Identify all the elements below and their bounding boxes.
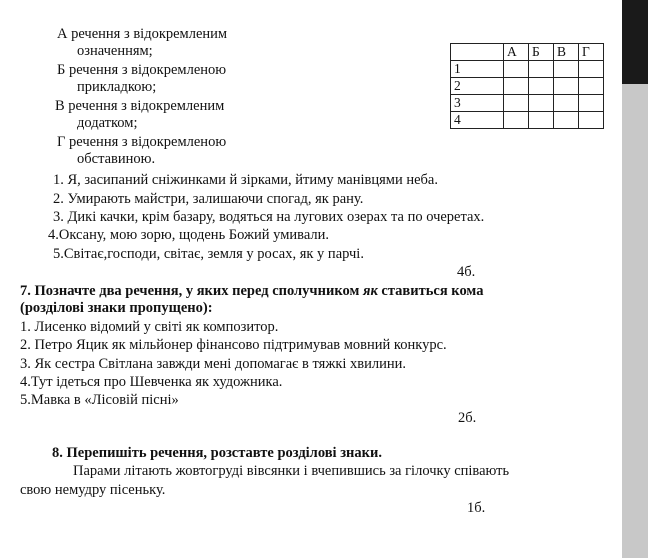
question-7-title <box>20 283 483 300</box>
sentence-item: 5.Світає,господи, світає, земля у росах, як у парчі. <box>53 246 364 262</box>
answer-cell[interactable] <box>579 61 604 78</box>
answer-table-row <box>451 61 604 78</box>
points-q8: 1б. <box>467 500 486 516</box>
answer-cell[interactable] <box>504 61 529 78</box>
question-8-sentence-line2: свою немудру пісеньку. <box>20 482 166 498</box>
question-7-item: 3. Як сестра Світлана завжди мені допомагає в тяжкі хвилини. <box>20 356 407 372</box>
answer-cell[interactable] <box>554 95 579 112</box>
answer-cell[interactable] <box>504 112 529 129</box>
answer-table-row <box>451 78 604 95</box>
answer-row-number: 2 <box>451 78 504 95</box>
answer-cell[interactable] <box>529 78 554 95</box>
question-7-item: 4.Тут ідеться про Шевченка як художника. <box>20 374 283 390</box>
option-d-line2: обставиною. <box>77 151 156 167</box>
option-a-line2: означенням; <box>77 43 153 59</box>
answer-row-number: 4 <box>451 112 504 129</box>
answer-table-row <box>451 112 604 129</box>
answer-table <box>450 43 604 129</box>
answer-table-header-cell: В <box>554 44 579 61</box>
question-7-item: 2. Петро Яцик як мільйонер фінансово підтримував мовний конкурс. <box>20 337 447 353</box>
option-c-line1: В речення з відокремленим <box>55 98 225 114</box>
answer-cell[interactable] <box>529 112 554 129</box>
question-8-title: 8. Перепишіть речення, розставте розділові знаки. <box>52 445 382 461</box>
question-7-title-part2: ставиться кома <box>377 283 484 299</box>
answer-table-header-cell: Г <box>579 44 604 61</box>
answer-cell[interactable] <box>579 78 604 95</box>
answer-row-number: 1 <box>451 61 504 78</box>
answer-table-corner <box>451 44 504 61</box>
points-q7: 2б. <box>458 410 477 426</box>
answer-cell[interactable] <box>529 95 554 112</box>
answer-table-header <box>451 44 604 61</box>
answer-cell[interactable] <box>554 78 579 95</box>
answer-cell[interactable] <box>579 112 604 129</box>
question-7-title-part1: 7. Позначте два речення, у яких перед сполучником <box>20 283 363 299</box>
option-d-line1: Г речення з відокремленою <box>57 134 227 150</box>
answer-cell[interactable] <box>554 112 579 129</box>
answer-row-number: 3 <box>451 95 504 112</box>
option-a-line1: А речення з відокремленим <box>57 26 228 42</box>
question-7-keyword: як <box>362 283 378 299</box>
answer-cell[interactable] <box>504 78 529 95</box>
scrollbar-thumb[interactable] <box>622 0 648 84</box>
answer-table-header-cell: Б <box>529 44 554 61</box>
option-b-line1: Б речення з відокремленою <box>57 62 227 78</box>
option-b-line2: прикладкою; <box>77 79 157 95</box>
sentence-item: 4.Оксану, мою зорю, щодень Божий умивали. <box>48 227 330 243</box>
answer-cell[interactable] <box>529 61 554 78</box>
points-q6: 4б. <box>457 264 476 280</box>
answer-cell[interactable] <box>579 95 604 112</box>
question-7-item: 5.Мавка в «Лісовій пісні» <box>20 392 179 408</box>
sentence-item: 2. Умирають майстри, залишаючи спогад, як рану. <box>53 191 364 207</box>
answer-cell[interactable] <box>504 95 529 112</box>
answer-table-row <box>451 95 604 112</box>
answer-cell[interactable] <box>554 61 579 78</box>
sentence-item: 1. Я, засипаний сніжинками й зірками, йтиму манівцями неба. <box>53 172 438 188</box>
sentence-item: 3. Дикі качки, крім базару, водяться на лугових озерах та по очеретах. <box>53 209 485 225</box>
option-c-line2: додатком; <box>77 115 138 131</box>
question-7-item: 1. Лисенко відомий у світі як композитор. <box>20 319 279 335</box>
question-8-sentence-line1: Парами літають жовтогруді вівсянки і вчепившись за гілочку співають <box>73 463 510 479</box>
question-7-subtitle: (розділові знаки пропущено): <box>20 300 213 316</box>
answer-table-header-cell: А <box>504 44 529 61</box>
